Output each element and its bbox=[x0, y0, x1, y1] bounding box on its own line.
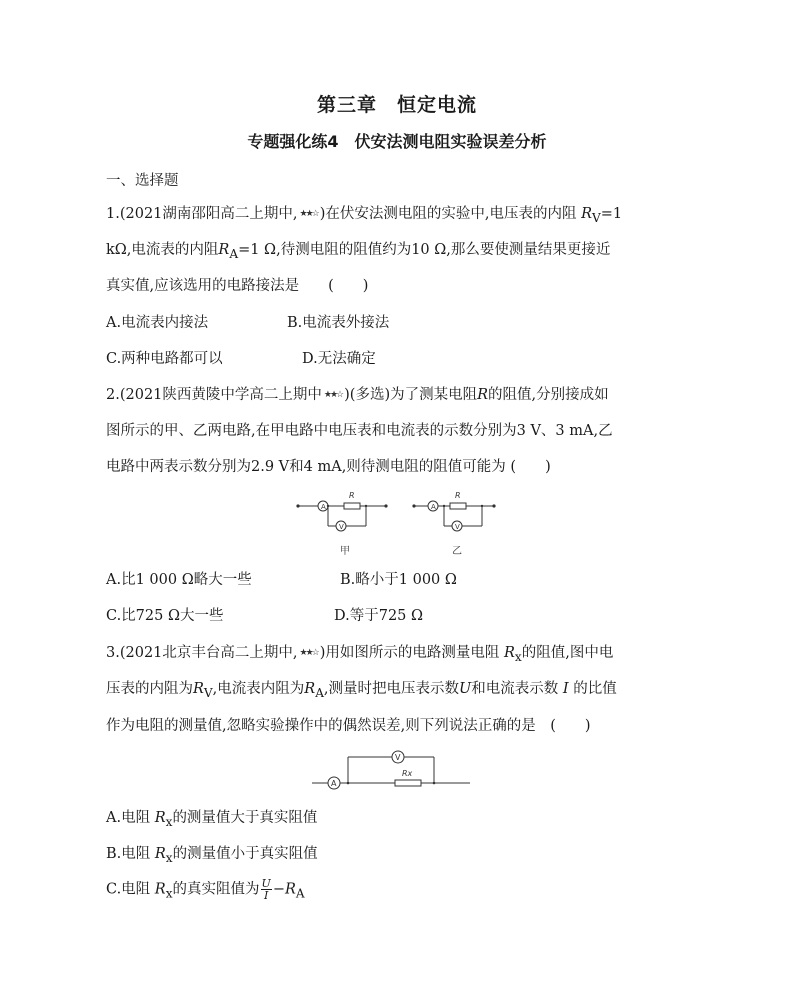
difficulty-stars-icon: ★★☆ bbox=[323, 390, 343, 400]
fraction-u-over-i: $\frac{U}{I}$ bbox=[261, 877, 271, 902]
q3-line-3: 作为电阻的测量值,忽略实验操作中的偶然误差,则下列说法正确的是 ( ) bbox=[106, 718, 591, 734]
q1-line-3: 真实值,应该选用的电路接法是 ( ) bbox=[106, 278, 369, 294]
q1-option-c[interactable]: C.两种电路都可以 bbox=[106, 351, 223, 367]
q1-option-b[interactable]: B.电流表外接法 bbox=[287, 315, 390, 331]
resistor-label: Rx bbox=[402, 769, 413, 778]
ammeter-label: A bbox=[431, 503, 436, 511]
ammeter-label: A bbox=[321, 503, 326, 511]
difficulty-stars-icon: ★★☆ bbox=[299, 648, 318, 658]
q2-option-c[interactable]: C.比725 Ω大一些 bbox=[106, 608, 224, 624]
q2-option-d[interactable]: D.等于725 Ω bbox=[334, 608, 424, 624]
q2-option-a[interactable]: A.比1 000 Ω略大一些 bbox=[106, 572, 252, 588]
q1-line-1: 1.(2021湖南邵阳高二上期中, ★★☆ )在伏安法测电阻的实验中,电压表的内阻 $R_V=1$ bbox=[106, 206, 623, 225]
q1-option-d[interactable]: D.无法确定 bbox=[302, 351, 376, 367]
q1-option-a[interactable]: A.电流表内接法 bbox=[106, 315, 209, 331]
resistor-label: R bbox=[349, 491, 355, 500]
circuit-diagram-yi bbox=[412, 486, 512, 558]
q3-option-a[interactable]: A.电阻 $R_x$的测量值大于真实阻值 bbox=[106, 810, 318, 829]
resistor-label: R bbox=[455, 491, 461, 500]
q3-option-b[interactable]: B.电阻 $R_x$的测量值小于真实阻值 bbox=[106, 846, 318, 865]
section-heading: 一、选择题 bbox=[106, 173, 179, 189]
q3-line-2: 压表的内阻为$R_V$,电流表内阻为$R_A$,测量时把电压表示数U和电流表示数 I 的比值 bbox=[106, 681, 617, 700]
ammeter-label: A bbox=[331, 779, 337, 788]
q2-option-b[interactable]: B.略小于1 000 Ω bbox=[340, 572, 457, 588]
difficulty-stars-icon: ★★☆ bbox=[299, 209, 318, 219]
chapter-title: 第三章 恒定电流 bbox=[316, 94, 477, 116]
q3-option-c[interactable]: C.电阻 $R_x$的真实阻值为 $\frac{U}{I}$ $-R_A$ bbox=[106, 877, 305, 902]
circuit-diagram-q3 bbox=[310, 743, 480, 799]
voltmeter-label: V bbox=[339, 523, 344, 531]
q2-line-2: 图所示的甲、乙两电路,在甲电路中电压表和电流表的示数分别为3 V、3 mA,乙 bbox=[106, 423, 613, 439]
circuit-caption-yi: 乙 bbox=[452, 546, 462, 557]
q1-line-2: kΩ,电流表的内阻$R_A=1$ Ω,待测电阻的阻值约为10 Ω,那么要使测量结果更接近 bbox=[106, 242, 611, 261]
section-subtitle: 专题强化练4 伏安法测电阻实验误差分析 bbox=[247, 132, 547, 151]
circuit-caption-jia: 甲 bbox=[340, 546, 350, 557]
q2-line-1: 2.(2021陕西黄陵中学高二上期中 ★★☆ )(多选)为了测某电阻R的阻值,分别接成如 bbox=[106, 387, 609, 403]
q3-line-1: 3.(2021北京丰台高二上期中, ★★☆ )用如图所示的电路测量电阻 $R_x$的阻值,图中电 bbox=[106, 645, 614, 664]
voltmeter-label: V bbox=[455, 523, 460, 531]
q2-line-3: 电路中两表示数分别为2.9 V和4 mA,则待测电阻的阻值可能为 ( ) bbox=[106, 459, 551, 475]
circuit-diagram-jia bbox=[296, 486, 396, 558]
voltmeter-label: V bbox=[395, 753, 401, 762]
